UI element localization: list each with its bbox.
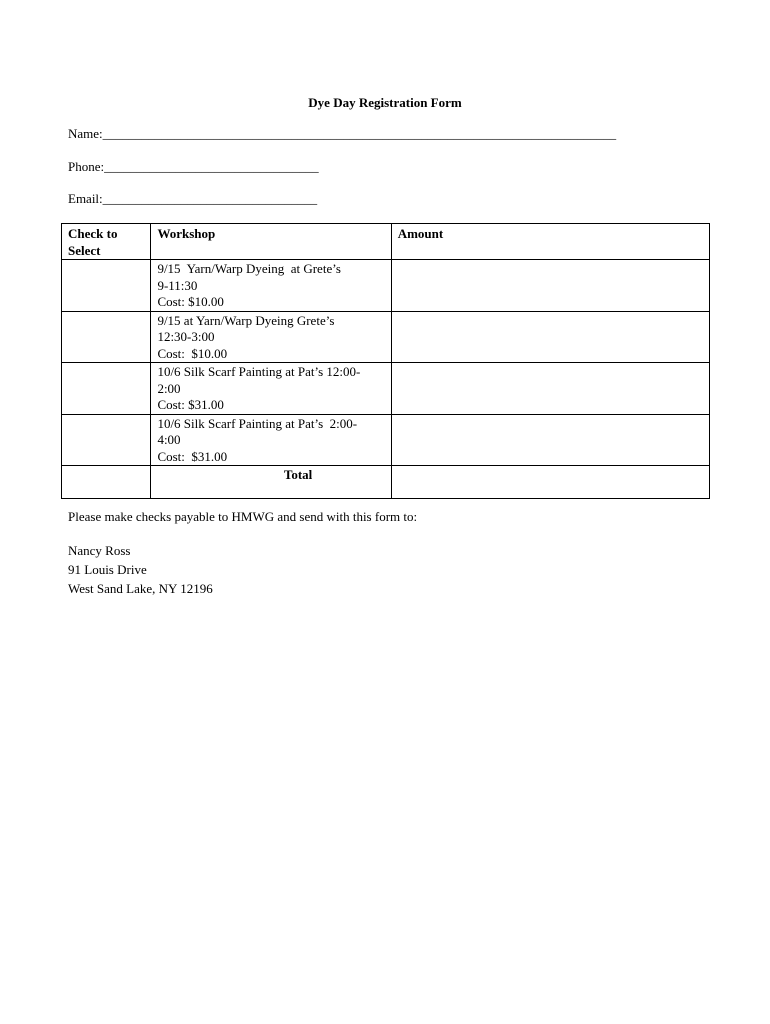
table-header-row — [62, 224, 710, 260]
workshop-time: 2:00 — [157, 380, 181, 396]
check-cell[interactable] — [62, 260, 151, 312]
total-check-cell — [62, 466, 151, 499]
check-cell[interactable] — [62, 414, 151, 466]
phone-field[interactable]: Phone:_________________________________ — [68, 159, 319, 174]
amount-cell[interactable] — [391, 311, 709, 363]
table-row — [62, 260, 710, 312]
workshop-time: 4:00 — [157, 432, 181, 447]
payment-instructions: Please make checks payable to HMWG and send with this form to: — [68, 509, 418, 524]
table-row — [62, 311, 710, 363]
form-title: Dye Day Registration Form — [308, 95, 462, 110]
address-city: West Sand Lake, NY 12196 — [68, 581, 213, 596]
header-workshop: Workshop — [151, 224, 391, 260]
workshop-time: 12:30-3:00 — [157, 329, 215, 344]
workshop-title: 10/6 Silk Scarf Painting at Pat’s 12:00- — [157, 364, 361, 379]
workshop-title: 9/15 at Yarn/Warp Dyeing Grete’s — [157, 312, 335, 328]
workshop-title: 10/6 Silk Scarf Painting at Pat’s 2:00- — [157, 415, 358, 431]
workshop-cost: Cost: $10.00 — [157, 294, 224, 309]
header-amount: Amount — [391, 224, 709, 260]
workshop-cell — [151, 311, 391, 363]
workshop-title: 9/15 Yarn/Warp Dyeing at Grete’s — [157, 261, 341, 276]
workshop-cost: Cost: $10.00 — [157, 345, 228, 361]
workshop-cell — [151, 363, 391, 415]
email-field[interactable]: Email:_________________________________ — [68, 191, 318, 206]
registration-table — [61, 223, 710, 499]
amount-cell[interactable] — [391, 363, 709, 415]
name-field[interactable]: Name:_______________________________________________________________________________ — [68, 126, 617, 141]
mailing-address — [68, 541, 213, 598]
workshop-cost: Cost: $31.00 — [157, 397, 224, 412]
table-row — [62, 414, 710, 466]
workshop-cost: Cost: $31.00 — [157, 448, 228, 464]
address-street: 91 Louis Drive — [68, 562, 147, 577]
header-check-to-select: Check to Select — [62, 224, 151, 260]
address-name: Nancy Ross — [68, 543, 131, 558]
total-amount-cell[interactable] — [391, 466, 709, 499]
amount-cell[interactable] — [391, 260, 709, 312]
check-cell[interactable] — [62, 311, 151, 363]
workshop-time: 9-11:30 — [157, 277, 198, 293]
total-label: Total — [151, 466, 391, 499]
workshop-cell — [151, 414, 391, 466]
total-row — [62, 466, 710, 499]
amount-cell[interactable] — [391, 414, 709, 466]
table-row — [62, 363, 710, 415]
workshop-cell — [151, 260, 391, 312]
check-cell[interactable] — [62, 363, 151, 415]
